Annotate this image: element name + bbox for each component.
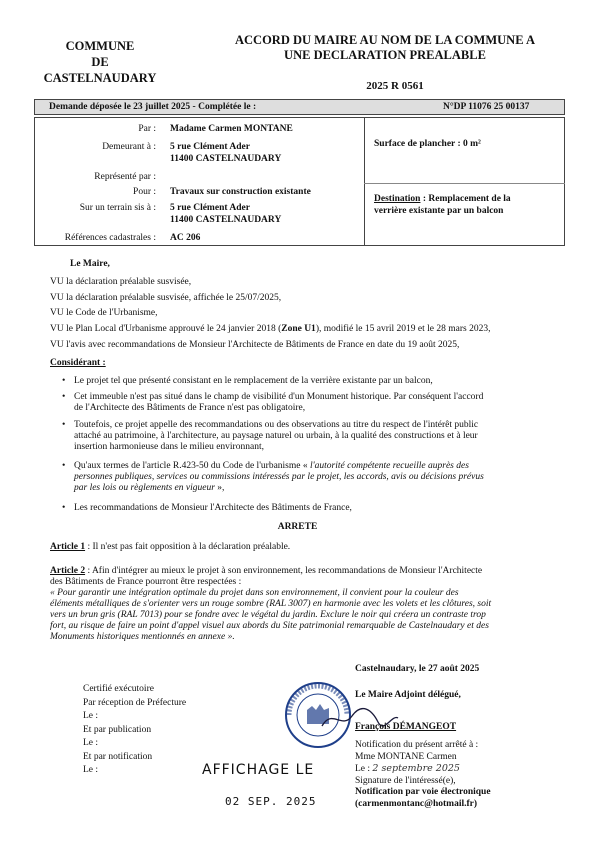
recommendation-quote: Monuments historiques mentionnés en annexe ». [50,632,235,642]
cert-line: Et par publication [83,724,152,735]
item-line: attaché au patrimoine, à l'architecture, au paysage naturel ou urbain, à la qualité des constructions et à leur [74,431,478,441]
item-text: », [214,483,225,493]
affichage-date: 02 SEP. 2025 [225,795,317,808]
considerant-heading: Considérant : [50,358,106,368]
notification-line: Le : [355,764,371,774]
considerant-item [74,420,554,453]
recommendation-quote: fort, au risque de faire un point d'appel visuel aux abords du Site patrimonial remarquable de Castelnaudary et des [50,621,489,631]
terrain-label: Sur un terrain sis à : [79,203,156,213]
bullet: • [62,376,66,386]
vu-line: VU la déclaration préalable susvisée, [50,277,192,287]
article-1 [50,542,290,553]
article-label: Article 1 [50,542,86,552]
divider [364,117,365,246]
title-line: UNE DECLARATION PREALABLE [284,48,486,62]
item-line: Toutefois, ce projet appelle des recommandations ou des observations au titre du respect de l'intérêt public [74,420,479,430]
recommendation-quote: vers un brun gris (RAL 7013) pour se fondre avec le végétal du jardin. Exclure le noir qui créera un contraste trop [50,610,486,620]
demeurant-line: 5 rue Clément Ader [170,142,250,152]
cert-line: Le : [83,738,99,748]
considerant-item: Le projet tel que présenté consistant en le remplacement de la verrière existante par un balcon, [74,376,433,386]
signer-name: François DÉMANGEOT [355,722,457,732]
zone-label: Zone U1 [281,324,316,334]
terrain-line: 5 rue Clément Ader [170,203,250,213]
commune-line: COMMUNE [65,39,135,53]
vu-line: VU le Code de l'Urbanisme, [50,308,158,318]
destination-label: Destination [374,194,421,204]
item-quote: personnes publiques, services ou commissions intéressés par le projet, les accords, avis ou décisions prévus [74,472,484,482]
terrain-line: 11400 CASTELNAUDARY [170,215,282,225]
bullet: • [62,392,66,402]
affichage-stamp: AFFICHAGE LE [202,762,315,778]
document-title [205,33,565,63]
certification-block [83,683,186,778]
maire-heading: Le Maire, [70,259,110,269]
surface-value: Surface de plancher : 0 m² [374,139,481,149]
par-value: Madame Carmen MONTANE [170,124,293,134]
notification-line: Signature de l'intéressé(e), [355,775,456,786]
cadastre-label: Références cadastrales : [64,233,156,243]
par-label: Par : [138,124,156,134]
vu-line: VU la déclaration préalable susvisée, affichée le 25/07/2025, [50,293,282,303]
item-quote: l'autorité compétente recueille auprès des [309,461,469,471]
notification-line: Mme MONTANE Carmen [355,751,457,762]
considerant-item: Les recommandations de Monsieur l'Architecte des Bâtiments de France, [74,503,352,513]
item-line: insertion harmonieuse dans le milieu environnant, [74,442,264,452]
item-text: Qu'aux termes de l'article R.423-50 du Code de l'urbanisme « [74,461,310,471]
considerant-item [74,392,554,414]
pour-label: Pour : [133,187,156,197]
article-text: : Il n'est pas fait opposition à la déclaration préalable. [85,542,291,552]
vu-line [50,324,490,335]
notification-block [355,740,555,810]
pour-value: Travaux sur construction existante [170,187,311,197]
considerant-item [74,461,554,494]
arrete-heading: ARRETE [277,522,318,532]
demeurant-label: Demeurant à : [102,142,156,152]
vu-text: VU le Plan Local d'Urbanisme approuvé le 24 janvier 2018 ( [50,324,282,334]
cert-line: Le : [83,711,99,721]
article-text: : Afin d'intégrer au mieux le projet à son environnement, les recommandations de Monsieur l'Architecte [85,566,483,576]
destination-text: : Remplacement de la [420,194,511,204]
adjoint-title: Le Maire Adjoint délégué, [355,690,461,700]
destination [374,194,511,205]
destination-text: verrière existante par un balcon [374,206,504,216]
vu-line: VU l'avis avec recommandations de Monsieur l'Architecte de Bâtiments de France en date du 19 août 2025, [50,340,460,350]
cert-line: Certifié exécutoire [83,684,154,694]
item-line: de l'Architecte des Bâtiments de France n'est pas obligatoire, [74,403,306,413]
place-date: Castelnaudary, le 27 août 2025 [355,664,480,674]
reference-number: 2025 R 0561 [366,80,424,92]
commune-header [40,38,160,86]
request-date: Demande déposée le 23 juillet 2025 - Complétée le : [49,102,257,112]
bullet: • [62,503,66,513]
divider [364,183,565,184]
commune-line: CASTELNAUDARY [43,71,157,85]
bullet: • [62,420,66,430]
demeurant-line: 11400 CASTELNAUDARY [170,154,282,164]
request-bar [34,99,565,115]
article-label: Article 2 [50,566,86,576]
represente-label: Représenté par : [94,172,156,182]
article-text: des Bâtiments de France pourront être respectées : [50,577,242,587]
cert-line: Par réception de Préfecture [83,697,187,708]
cert-line: Et par notification [83,751,153,762]
bullet: • [62,461,66,471]
notification-line: Notification du présent arrêté à : [355,740,479,750]
title-line: ACCORD DU MAIRE AU NOM DE LA COMMUNE A [235,33,535,47]
vu-text: ), modifié le 15 avril 2019 et le 28 mars 2023, [315,324,491,334]
request-number: N°DP 11076 25 00137 [443,102,530,112]
handwritten-date: 2 septembre 2025 [372,763,460,774]
notification-line: Notification par voie électronique [355,787,491,797]
recommendation-quote: éléments métalliques de s'orienter vers un rouge sombre (RAL 3007) en harmonie avec les volets et les clôtures, soit [50,599,492,609]
commune-line: DE [91,55,109,69]
notification-email: (carmenmontanc@hotmail.fr) [355,798,478,809]
cert-line: Le : [83,765,99,775]
item-line: Cet immeuble n'est pas situé dans le champ de visibilité d'un Monument historique. Par conséquent l'accord [74,392,484,402]
recommendation-quote: « Pour garantir une intégration optimale du projet dans son environnement, il convient pour la couleur des [50,588,459,598]
article-2 [50,566,565,643]
item-quote: par les lois ou règlements en vigueur [74,483,215,493]
cadastre-value: AC 206 [170,233,201,243]
